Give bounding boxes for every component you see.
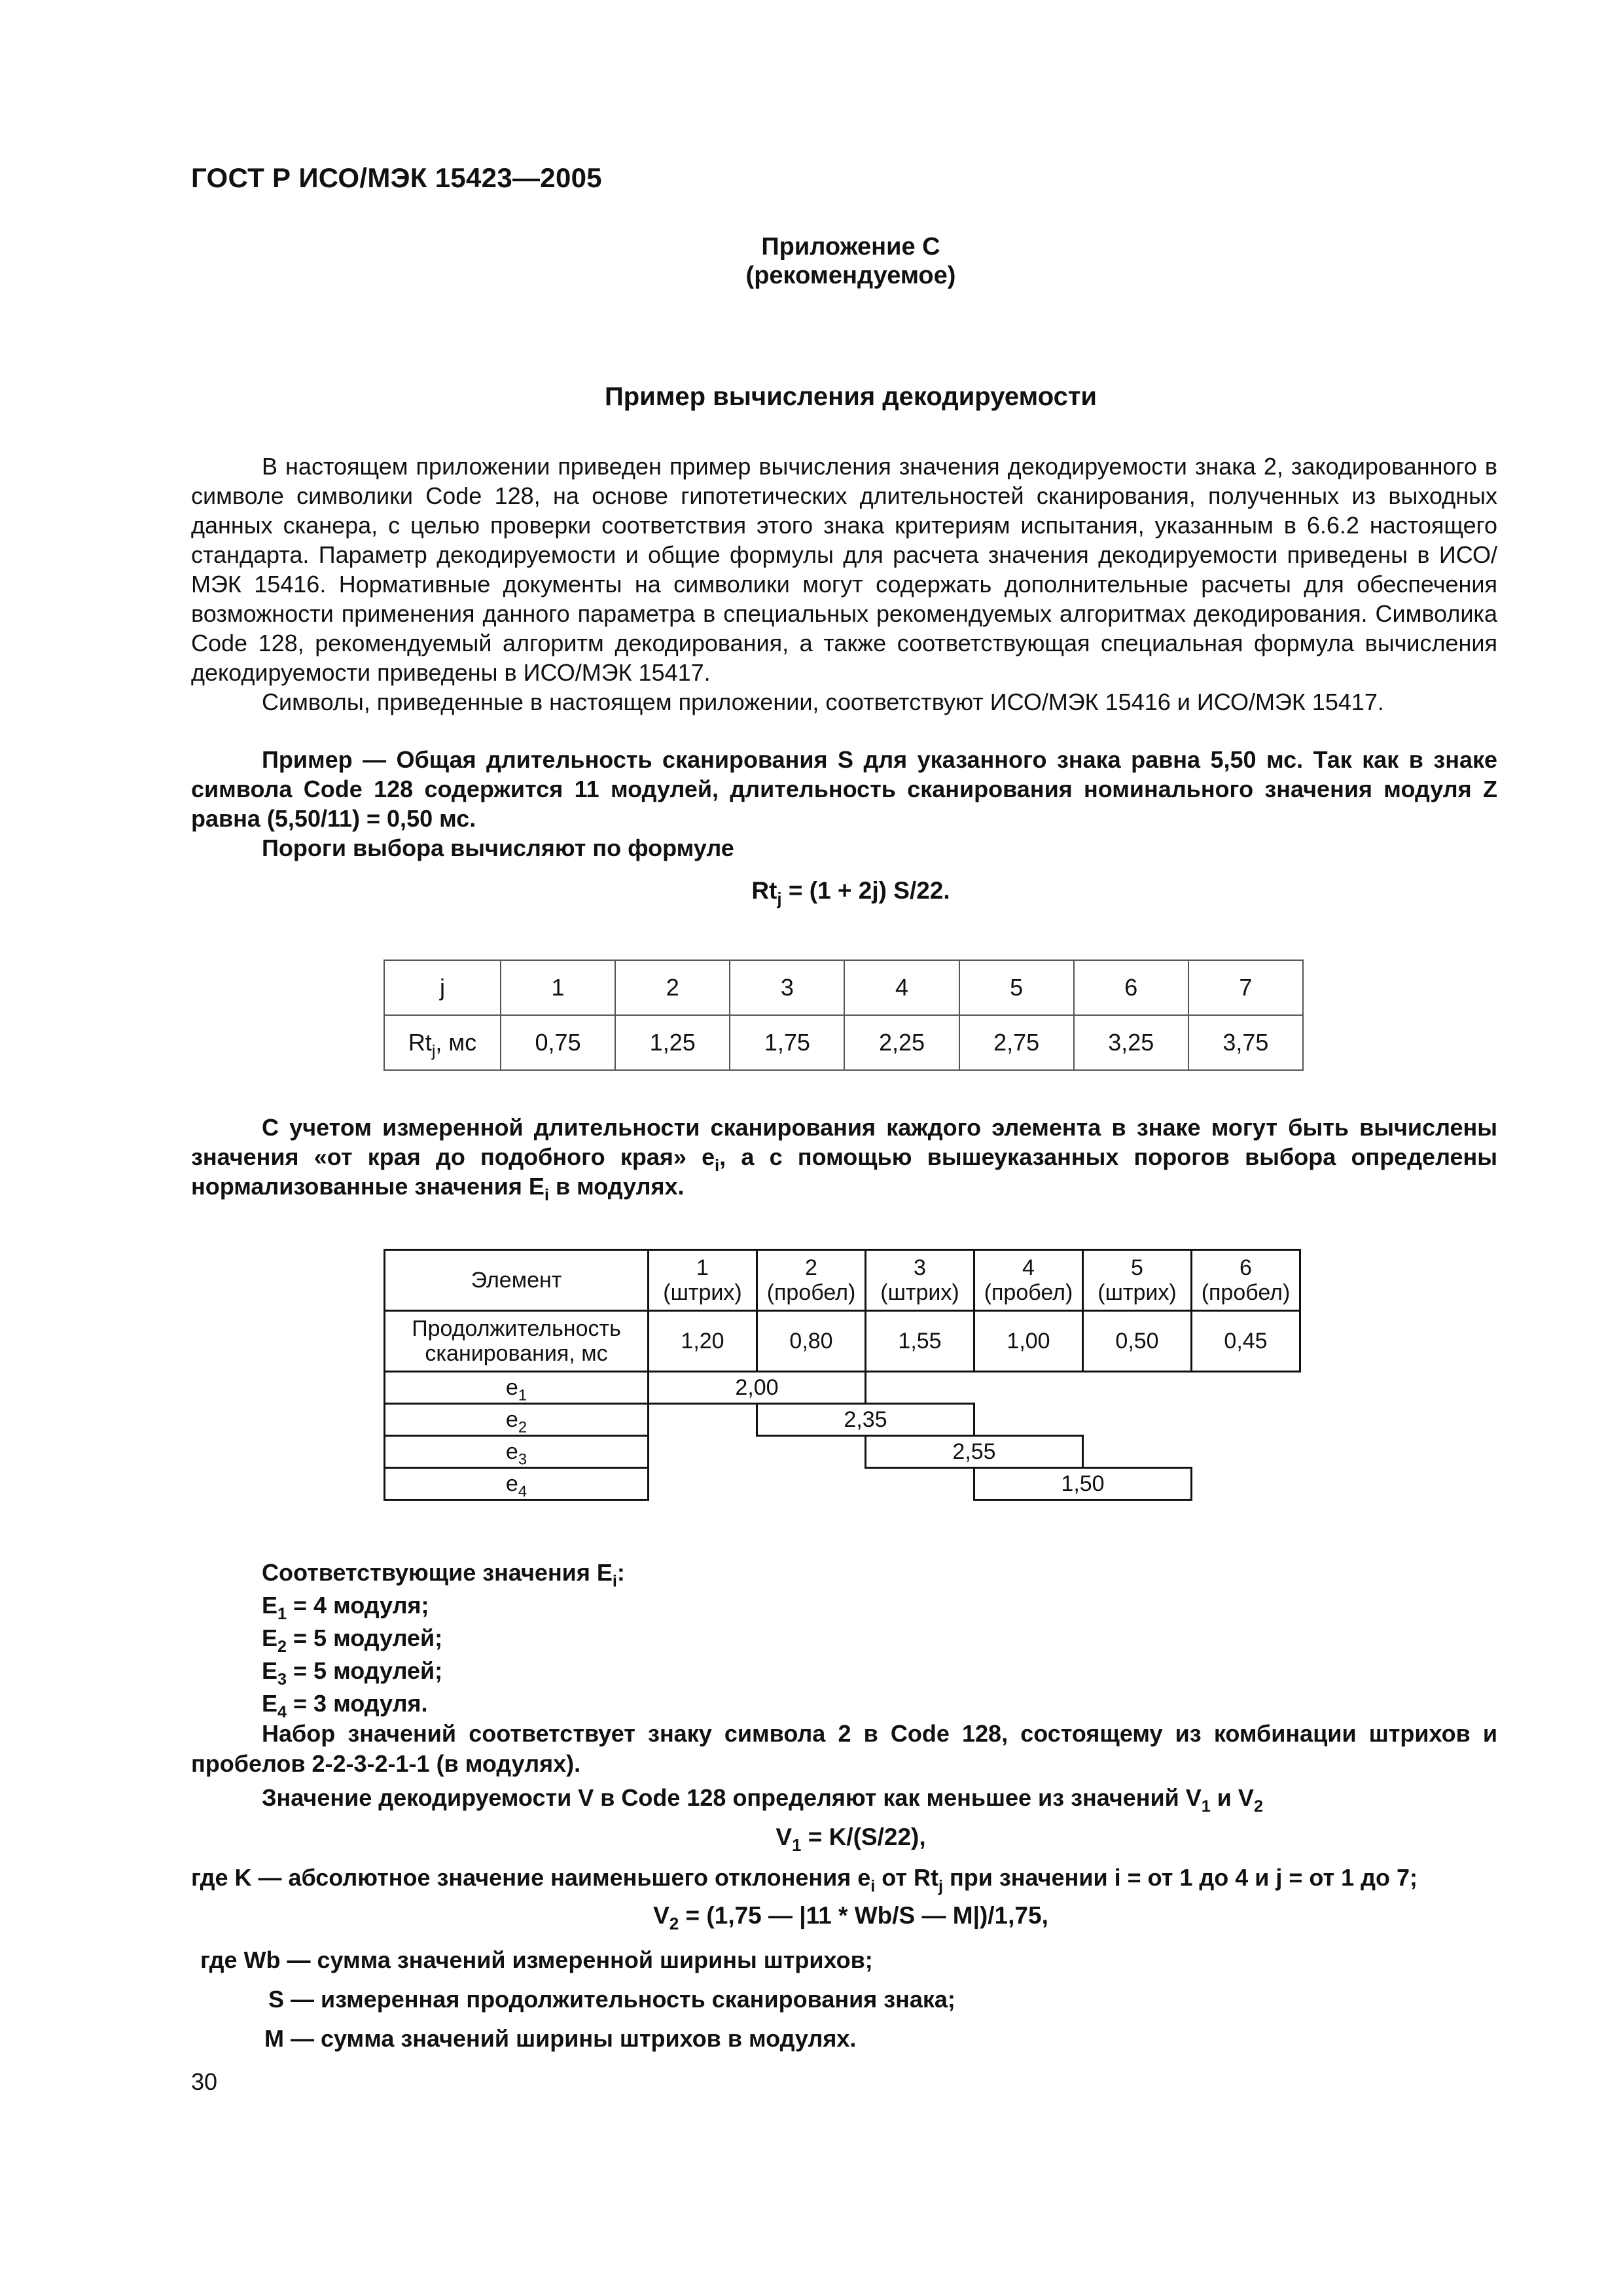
s-definition: S — измеренная продолжительность сканирования знака; [268, 1986, 955, 2013]
table-row [384, 1015, 1303, 1070]
j-cell: 4 [844, 960, 959, 1015]
rt-cell: 1,25 [615, 1015, 730, 1070]
e-label-cell: $e_4$ [385, 1468, 649, 1500]
table-row [385, 1436, 1300, 1468]
j-cell: 6 [1074, 960, 1188, 1015]
duration-cell: 0,50 [1083, 1311, 1192, 1372]
rt-cell: 3,75 [1188, 1015, 1303, 1070]
j-cell: 7 [1188, 960, 1303, 1015]
element-header-cell: 5 (штрих) [1083, 1250, 1192, 1311]
element-header-cell: 4 (пробел) [974, 1250, 1083, 1311]
duration-cell: 1,00 [974, 1311, 1083, 1372]
rt-label-cell: $Rt_j$, мс [384, 1015, 501, 1070]
intro-text [191, 452, 1497, 717]
e-value-cell: 2,55 [866, 1436, 1083, 1468]
wb-definition: где Wb — сумма значений измеренной ширины штрихов; [200, 1946, 873, 1973]
table-row [385, 1468, 1300, 1500]
table-row [385, 1404, 1300, 1436]
page-number: 30 [191, 2068, 218, 2095]
result-item: $E_2 = 5$ модулей; [262, 1624, 443, 1656]
m-definition: M — сумма значений ширины штрихов в модулях. [264, 2025, 857, 2052]
element-header-cell: 2 (пробел) [757, 1250, 866, 1311]
e-label-cell: $e_3$ [385, 1436, 649, 1468]
rt-cell: 1,75 [730, 1015, 844, 1070]
element-header-cell: 6 (пробел) [1192, 1250, 1300, 1311]
j-cell: 1 [501, 960, 615, 1015]
element-label-cell: Элемент [385, 1250, 649, 1311]
result-item: $E_4 = 3$ модуля. [262, 1690, 428, 1721]
element-header-cell: 1 (штрих) [649, 1250, 757, 1311]
thresholds-table [383, 960, 1304, 1071]
thresholds-intro: Пороги выбора вычисляют по формуле [262, 834, 734, 861]
result-item: $E_3 = 5$ модулей; [262, 1657, 443, 1689]
e-label-cell: $e_2$ [385, 1404, 649, 1436]
table-row [385, 1250, 1300, 1311]
example-text: Пример — Общая длительность сканирования S для указанного знака равна 5,50 мс. Так как в знаке символа Code 128 содержится 11 модулей, длительность сканирования номинального значения модуля Z равна (5,50/11) = 0,50 мс. [191, 746, 1497, 832]
section-title: Пример вычисления декодируемости [604, 382, 1097, 411]
e-label-cell: $e_1$ [385, 1372, 649, 1404]
duration-cell: 0,45 [1192, 1311, 1300, 1372]
v1-formula: $V_1 = K/(S/22)$, [776, 1823, 926, 1856]
result-item: $E_1 = 4$ модуля; [262, 1592, 429, 1623]
results-intro: Соответствующие значения $E_i$: [262, 1559, 625, 1590]
element-header-cell: 3 (штрих) [866, 1250, 974, 1311]
v2-formula: $V_2 = (1,75$ — |11 * Wb/S — M|)/1,75, [653, 1902, 1048, 1934]
duration-cell: 1,20 [649, 1311, 757, 1372]
e-value-cell: 2,00 [649, 1372, 866, 1404]
rt-cell: 3,25 [1074, 1015, 1188, 1070]
intro-paragraph-1: В настоящем приложении приведен пример вычисления значения декодируемости знака 2, закодированного в символе символики Code 128, на основе гипотетических длительностей сканирования, полученных из выходных данных сканера, с целью проверки соответствия этого знака критериям испытания, указанным в 6.6.2 настоящего стандарта. Параметр декодируемости и общие формулы для расчета значения декодируемости приведены в ИСО/МЭК 15416. Нормативные документы на символики могут содержать дополнительные расчеты для обеспечения возможности применения данного параметра в специальных рекомендуемых алгоритмах декодирования. Символика Code 128, рекомендуемый алгоритм декодирования, а также соответствующая специальная формула вычисления декодируемости приведены в ИСО/МЭК 15417. [191, 453, 1497, 686]
rt-cell: 2,25 [844, 1015, 959, 1070]
edge-values-text: С учетом измеренной длительности сканирования каждого элемента в знаке могут быть вычислены значения «от края до подобного края» $e_i$, а с помощью вышеуказанных порогов выбора определены нормализованные значения $E_i$ в модулях. [191, 1114, 1497, 1204]
rt-cell: 2,75 [959, 1015, 1074, 1070]
table-row [384, 960, 1303, 1015]
set-description: Набор значений соответствует знаку символа 2 в Code 128, состоящему из комбинации штрихов и пробелов 2-2-3-2-1-1 (в модулях). [191, 1720, 1497, 1777]
e-value-cell: 2,35 [757, 1404, 974, 1436]
table-row [385, 1372, 1300, 1404]
document-code: ГОСТ Р ИСО/МЭК 15423—2005 [191, 162, 602, 193]
rt-cell: 0,75 [501, 1015, 615, 1070]
e-value-cell: 1,50 [974, 1468, 1192, 1500]
j-cell: 2 [615, 960, 730, 1015]
table-row [385, 1311, 1300, 1372]
appendix-title: Приложение С [761, 233, 940, 260]
v-definition: Значение декодируемости V в Code 128 определяют как меньшее из значений $V_1$ и $V_2$ [262, 1784, 1263, 1816]
rt-formula: $Rt_j = (1 + 2j)$ S/22. [751, 877, 950, 909]
k-definition: где K — абсолютное значение наименьшего отклонения $e_i$ от $Rt_j$ при значении i = от 1 до 4 и j = от 1 до 7; [191, 1864, 1418, 1895]
intro-paragraph-2: Символы, приведенные в настоящем приложении, соответствуют ИСО/МЭК 15416 и ИСО/МЭК 15417. [262, 689, 1384, 715]
j-cell: 5 [959, 960, 1074, 1015]
appendix-status: (рекомендуемое) [745, 262, 956, 289]
j-cell: 3 [730, 960, 844, 1015]
example-block [191, 745, 1497, 863]
duration-label-cell: Продолжительность сканирования, мс [385, 1311, 649, 1372]
duration-cell: 1,55 [866, 1311, 974, 1372]
element-duration-table [383, 1249, 1301, 1501]
duration-cell: 0,80 [757, 1311, 866, 1372]
j-label-cell: j [384, 960, 501, 1015]
